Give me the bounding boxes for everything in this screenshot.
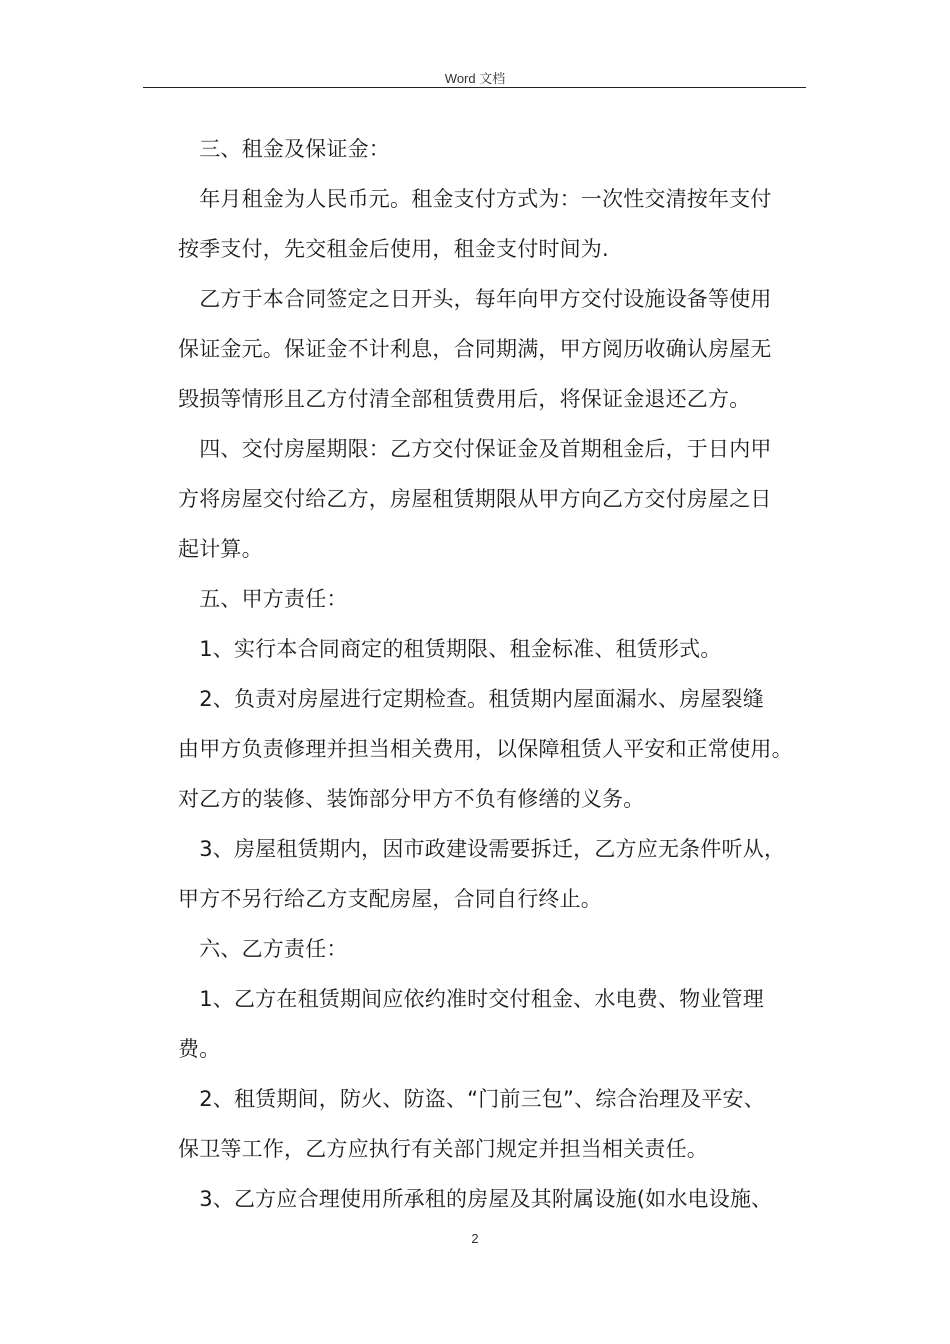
text-line: 按季支付，先交租金后使用，租金支付时间为.	[178, 237, 609, 261]
text-line: 3、房屋租赁期内，因市政建设需要拆迁，乙方应无条件听从，	[178, 837, 786, 861]
text-line: 方将房屋交付给乙方，房屋租赁期限从甲方向乙方交付房屋之日	[178, 487, 772, 511]
text-line: 毁损等情形且乙方付清全部租赁费用后，将保证金退还乙方。	[178, 387, 751, 411]
text-line: 1、乙方在租赁期间应依约准时交付租金、水电费、物业管理	[178, 987, 764, 1011]
text-line: 2、租赁期间，防火、防盗、“门前三包”、综合治理及平安、	[178, 1087, 765, 1111]
text-line: 2、负责对房屋进行定期检查。租赁期内屋面漏水、房屋裂缝	[178, 687, 764, 711]
text-line: 四、交付房屋期限：乙方交付保证金及首期租金后，于日内甲	[178, 437, 772, 461]
text-line: 起计算。	[178, 537, 263, 561]
text-line: 甲方不另行给乙方支配房屋，合同自行终止。	[178, 887, 602, 911]
text-line: 1、实行本合同商定的租赁期限、租金标准、租赁形式。	[178, 637, 722, 661]
text-line: 五、甲方责任：	[178, 587, 348, 611]
text-line: 六、乙方责任：	[178, 937, 348, 961]
text-line: 由甲方负责修理并担当相关费用，以保障租赁人平安和正常使用。	[178, 737, 793, 761]
text-line: 3、乙方应合理使用所承租的房屋及其附属设施(如水电设施、	[178, 1187, 773, 1211]
text-line: 费。	[178, 1037, 221, 1061]
text-line: 年月租金为人民币元。租金支付方式为：一次性交清按年支付	[178, 187, 772, 211]
text-line: 保卫等工作，乙方应执行有关部门规定并担当相关责任。	[178, 1137, 708, 1161]
page-header-title: Word 文档	[444, 71, 506, 86]
header-divider	[143, 87, 806, 88]
document-body	[178, 124, 818, 1224]
text-line: 乙方于本合同签定之日开头，每年向甲方交付设施设备等使用	[178, 287, 772, 311]
page-number: 2	[471, 1231, 479, 1246]
text-line: 三、租金及保证金：	[178, 137, 390, 161]
text-line: 对乙方的装修、装饰部分甲方不负有修缮的义务。	[178, 787, 645, 811]
text-line: 保证金元。保证金不计利息，合同期满，甲方阅历收确认房屋无	[178, 337, 772, 361]
